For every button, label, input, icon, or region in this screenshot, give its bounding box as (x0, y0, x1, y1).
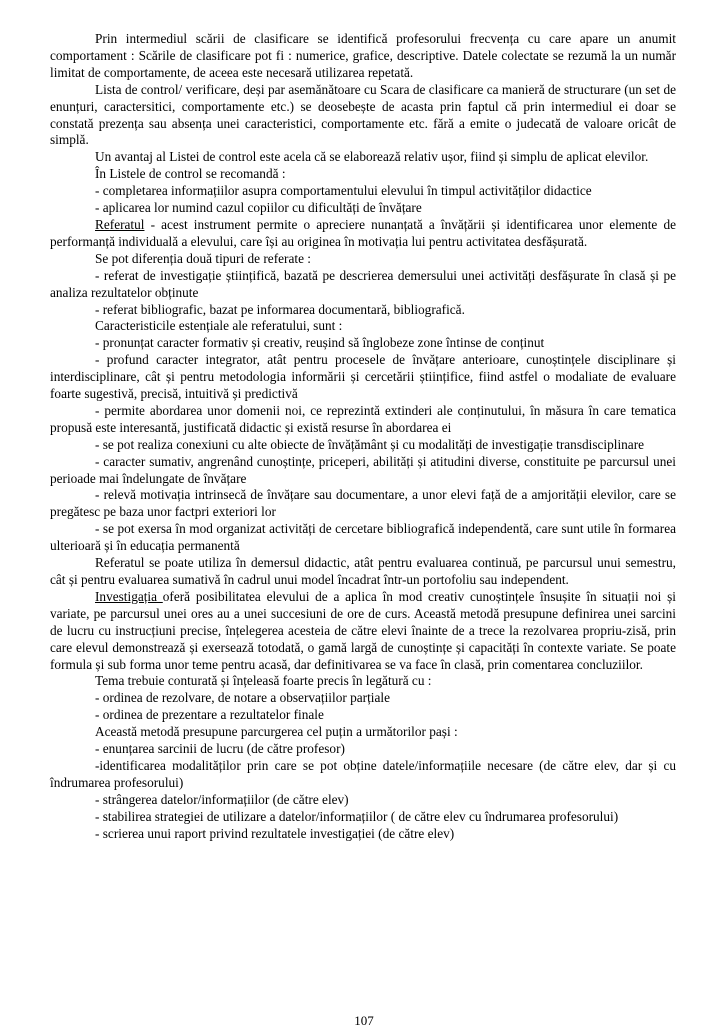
list-item: - stabilirea strategiei de utilizare a datelor/informațiilor ( de către elev cu îndrumarea profesorului) (95, 808, 619, 824)
paragraph-scara-clasificare: Prin intermediul scării de clasificare se identifică profesorului frecvența cu care apare un anumit comportament : Scările de clasificare pot fi : numerice, grafice, descriptive. Datele colectate se rezumă la un număr limitat de comportamente, de aceea este necesară utilizarea repetată. (50, 31, 676, 80)
paragraph-caracteristici: Caracteristicile estențiale ale referatului, sunt : (95, 318, 343, 334)
paragraph-lista-control: Lista de control/ verificare, deși par asemănătoare cu Scara de clasificare ca manieră de structurare (un set de enunțuri, caractersitici, comportamente etc.) se deosebește de acasta prin faptul că prin intermediul ei doar se constată prezența sau absența unei caracteristici, comportamente etc. fără a emite o judecată de valoare oricât de simplă. (50, 81, 676, 148)
paragraph-investigatia (50, 589, 676, 674)
term-investigatia: Investigația (95, 588, 163, 604)
paragraph-recomandari-intro: În Listele de control se recomandă : (95, 166, 286, 182)
list-item: - enunțarea sarcinii de lucru (de către profesor) (95, 741, 345, 757)
paragraph-tipuri-referate: Se pot diferenția două tipuri de referate : (95, 250, 311, 266)
list-item: - profund caracter integrator, atât pentru procesele de învățare anterioare, cunoștințele disciplinare și interdisciplinare, cât și pentru metodologia informării și cercetării științifice, fiind astfel o modaliate de evaluare foarte sugestivă, precisă, intuitivă și predictivă (50, 352, 676, 402)
list-item: - ordinea de prezentare a rezultatelor finale (95, 707, 324, 723)
list-item: -identificarea modalităților prin care se pot obține datele/informațiile necesare (de către elev, dar și cu îndrumarea profesorului) (50, 757, 676, 790)
list-item: - referat bibliografic, bazat pe informarea documentară, bibliografică. (95, 301, 465, 317)
list-item: - aplicarea lor numind cazul copiilor cu dificultăți de învățare (95, 200, 422, 216)
paragraph-referatul-text: - acest instrument permite o apreciere nunanțată a învățării și identificarea unor elemente de performanță individuală a elevului, care își au originea în motivația lui pentru activitatea desfășurată. (50, 216, 676, 249)
paragraph-pasi: Această metodă presupune parcurgerea cel puțin a următorilor pași : (95, 724, 458, 740)
page-number: 107 (354, 1013, 374, 1028)
paragraph-investigatia-text: oferă posibilitatea elevului de a aplica în mod creativ cunoștințele însușite în situații noi și variate, pe parcursul unei ores au a unei succesiuni de ore de curs. Această metodă presupune definirea unei sarcini de lucru cu instrucțiuni precise, înțelegerea acesteia de către elevi înainte de a trece la rezolvarea propriu-zisă, prin care elevul demonstrează și exersează totodată, o gamă largă de cunoștințe și capacități în contexte variate. Se poate formula și sub forma unor teme pentru acasă, dar definitivarea se va face în clasă, prin comentarea concluziilor. (50, 588, 676, 672)
paragraph-referatul (50, 217, 676, 251)
list-item: - caracter sumativ, angrenând cunoștințe, priceperi, abilități și atitudini diverse, constituite pe parcursul unei perioade mai îndelungate de învățare (50, 453, 676, 486)
list-item: - permite abordarea unor domenii noi, ce reprezintă extinderi ale conținutului, în măsura în care tematica propusă este interesantă, justificată didactic și există resurse în abordarea ei (50, 402, 676, 435)
list-item: - relevă motivația intrinsecă de învățare sau documentare, a unor elevi față de a amjorității elevilor, care se pregătesc pe baza unor factpri exteriori lor (50, 487, 676, 520)
paragraph-tema: Tema trebuie conturată și înțeleasă foarte precis în legătură cu : (95, 673, 432, 689)
list-item: - pronunțat caracter formativ și creativ, reușind să înglobeze zone întinse de conținut (95, 335, 545, 351)
list-item: - scrierea unui raport privind rezultatele investigației (de către elev) (95, 825, 455, 841)
paragraph-avantaj-lista: Un avantaj al Listei de control este acela că se elaborează relativ ușor, fiind și simplu de aplicat elevilor. (95, 149, 649, 165)
term-referatul: Referatul (95, 216, 145, 232)
list-item: - ordinea de rezolvare, de notare a observațiilor parțiale (95, 690, 390, 706)
list-item: - referat de investigație științifică, bazată pe descrierea demersului unei activități desfășurate în clasă și pe analiza rezultatelor obținute (50, 267, 676, 300)
list-item: - strângerea datelor/informațiilor (de către elev) (95, 791, 349, 807)
list-item: - se pot realiza conexiuni cu alte obiecte de învățământ și cu modalități de investigație transdisciplinare (95, 436, 645, 452)
list-item: - completarea informațiilor asupra comportamentului elevului în timpul activităților didactice (95, 183, 592, 199)
page-body (50, 31, 676, 843)
paragraph-utilizare-referat: Referatul se poate utiliza în demersul didactic, atât pentru evaluarea continuă, pe parcursul unui semestru, cât și pentru evaluarea sumativă în cadrul unui model încadrat într-un portofoliu sau independent. (50, 555, 676, 587)
list-item: - se pot exersa în mod organizat activități de cercetare bibliografică independentă, care sunt utile în formarea ulterioară și în educația permanentă (50, 521, 676, 554)
